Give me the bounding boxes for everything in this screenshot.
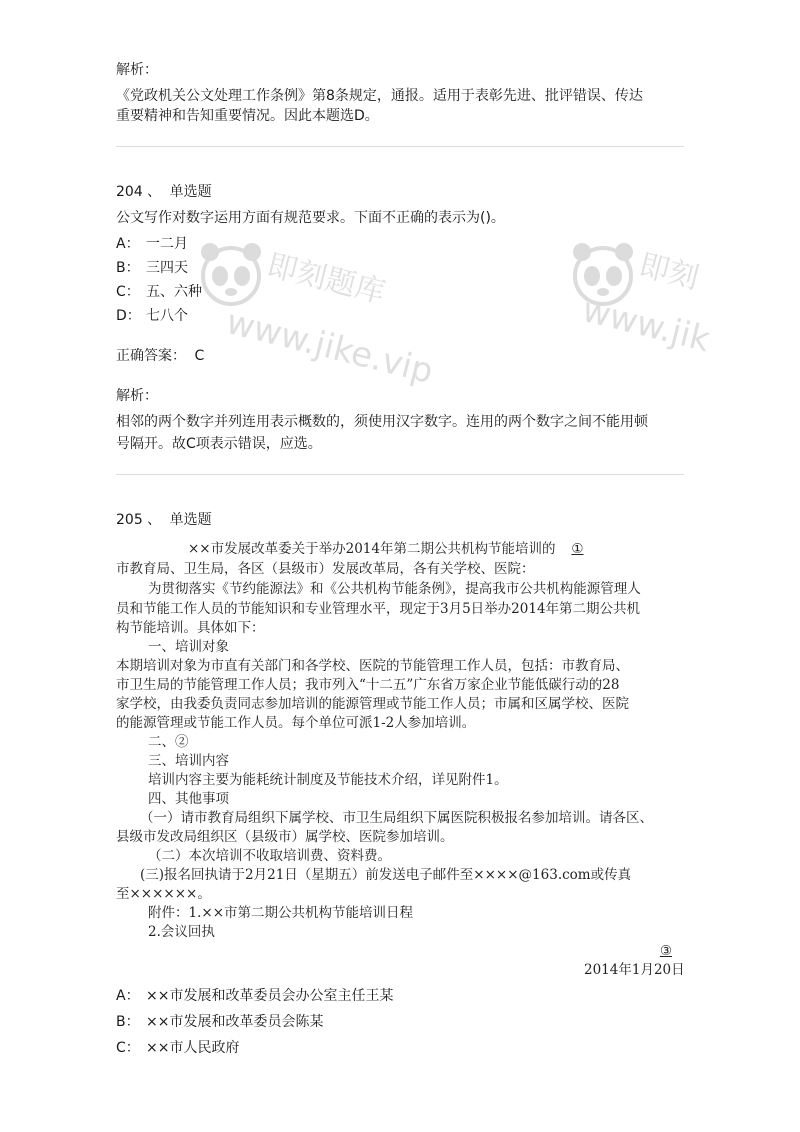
q203-analysis-line1: 《党政机关公文处理工作条例》第8条规定，通报。适用于表彰先进、批评错误、传达 bbox=[116, 88, 643, 104]
doc-title-blank: ① bbox=[571, 541, 584, 557]
doc-s3-line1: 培训内容主要为能耗统计制度及节能技术介绍，详见附件1。 bbox=[148, 772, 508, 788]
watermark-right bbox=[568, 232, 714, 382]
q204-analysis-line1: 相邻的两个数字并列连用表示概数的，须使用汉字数字。连用的两个数字之间不能用顿 bbox=[116, 414, 648, 430]
watermark-brand-partial: 即刻 bbox=[635, 247, 703, 297]
option-text: 七八个 bbox=[146, 308, 188, 324]
q204-option-d bbox=[116, 306, 188, 326]
divider bbox=[116, 474, 684, 475]
doc-recipients: 市教育局、卫生局，各区（县级市）发展改革局，各有关学校、医院： bbox=[116, 561, 535, 577]
q204-option-b bbox=[116, 258, 188, 278]
option-text: 三四天 bbox=[146, 260, 188, 276]
option-key: C： bbox=[116, 284, 140, 300]
q203-analysis-line2: 重要精神和告知重要情况。因此本题选D。 bbox=[116, 108, 379, 124]
watermark-brand: 即刻题库 bbox=[263, 247, 389, 311]
doc-section-3: 三、培训内容 bbox=[148, 753, 229, 769]
answer-value: C bbox=[194, 348, 205, 364]
doc-s1-line3: 家学校，由我委负责同志参加培训的能源管理或节能工作人员；市属和区属学校、医院 bbox=[116, 696, 629, 712]
option-key: B： bbox=[116, 1014, 140, 1030]
doc-title: ××市发展改革委关于举办2014年第二期公共机构节能培训的 ① bbox=[188, 540, 599, 558]
option-text: ××市人民政府 bbox=[146, 1040, 240, 1056]
doc-attachment-2: 2.会议回执 bbox=[148, 924, 215, 940]
doc-s4-line3: （二）本次培训不收取培训费、资料费。 bbox=[148, 848, 391, 864]
option-text: ××市发展和改革委员会陈某 bbox=[146, 1014, 324, 1030]
q205-number: 205 、 bbox=[116, 512, 162, 528]
q205-header bbox=[116, 510, 212, 530]
doc-attachment-1: 附件：1.××市第二期公共机构节能培训日程 bbox=[148, 905, 414, 921]
option-key: A： bbox=[116, 988, 140, 1004]
q205-option-c bbox=[116, 1038, 239, 1058]
q204-answer bbox=[116, 346, 204, 366]
option-key: C： bbox=[116, 1040, 140, 1056]
q204-type: 单选题 bbox=[169, 184, 212, 200]
watermark-left bbox=[196, 232, 438, 392]
doc-s4-line1: （一）请市教育局组织下属学校、市卫生局组织下属医院积极报名参加培训。请各区、 bbox=[140, 810, 653, 826]
doc-section-1: 一、培训对象 bbox=[148, 639, 229, 655]
option-key: B： bbox=[116, 260, 140, 276]
panda-logo-icon bbox=[568, 238, 638, 318]
doc-section-2: 二、② bbox=[148, 734, 189, 750]
option-text: 一二月 bbox=[146, 236, 188, 252]
q204-option-a bbox=[116, 234, 188, 254]
doc-intro-3: 构节能培训。具体如下： bbox=[116, 620, 265, 636]
q203-analysis-label: 解析： bbox=[116, 62, 158, 78]
q204-analysis-line2: 号隔开。故C项表示错误，应选。 bbox=[116, 436, 322, 452]
doc-s1-line1: 本期培训对象为市直有关部门和各学校、医院的节能管理工作人员，包括：市教育局、 bbox=[116, 658, 629, 674]
doc-s4-line2: 县级市发改局组织区（县级市）属学校、医院参加培训。 bbox=[116, 829, 454, 845]
q205-type: 单选题 bbox=[169, 512, 212, 528]
watermark-url: www.jike.vip bbox=[222, 302, 438, 392]
doc-s1-line4: 的能源管理或节能工作人员。每个单位可派1-2人参加培训。 bbox=[116, 715, 476, 731]
q204-analysis-label: 解析： bbox=[116, 388, 158, 404]
doc-date: 2014年1月20日 bbox=[584, 962, 685, 978]
doc-intro-1: 为贯彻落实《节约能源法》和《公共机构节能条例》，提高我市公共机构能源管理人 bbox=[148, 581, 641, 597]
q205-option-a bbox=[116, 986, 393, 1006]
option-key: A： bbox=[116, 236, 140, 252]
option-text: 五、六种 bbox=[146, 284, 202, 300]
divider bbox=[116, 146, 684, 147]
q204-stem: 公文写作对数字运用方面有规范要求。下面不正确的表示为()。 bbox=[116, 210, 505, 226]
doc-section-4: 四、其他事项 bbox=[148, 791, 229, 807]
option-key: D： bbox=[116, 308, 141, 324]
panda-logo-icon bbox=[196, 238, 266, 318]
doc-intro-2: 员和节能工作人员的节能知识和专业管理水平，现定于3月5日举办2014年第二期公共机 bbox=[116, 601, 641, 617]
answer-label: 正确答案： bbox=[116, 348, 186, 364]
q204-number: 204 、 bbox=[116, 184, 162, 200]
doc-s4-line4: (三)报名回执请于2月21日（星期五）前发送电子邮件至××××@163.com或传真 bbox=[140, 867, 632, 883]
doc-signature-blank: ③ bbox=[659, 943, 672, 959]
watermark-url-partial: www.jik bbox=[578, 290, 714, 361]
q204-option-c bbox=[116, 282, 202, 302]
q205-option-b bbox=[116, 1012, 323, 1032]
doc-s1-line2: 市卫生局的节能管理工作人员；我市列入“十二五”广东省万家企业节能低碳行动的28 bbox=[116, 677, 620, 693]
q204-header bbox=[116, 182, 212, 202]
option-text: ××市发展和改革委员会办公室主任王某 bbox=[146, 988, 394, 1004]
doc-s4-line5: 至××××××。 bbox=[116, 886, 211, 902]
